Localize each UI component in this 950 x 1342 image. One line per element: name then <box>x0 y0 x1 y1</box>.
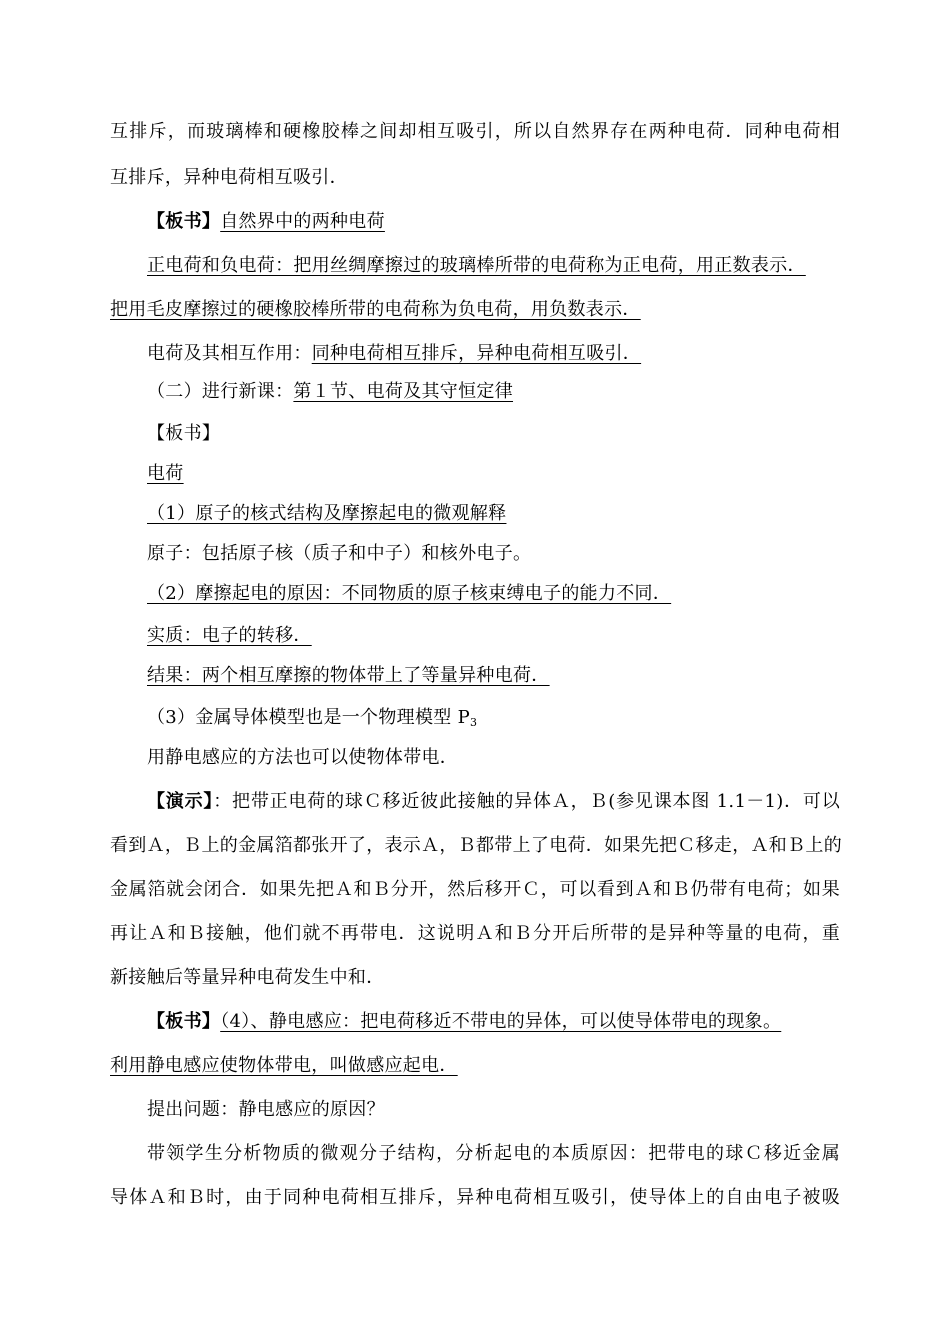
lesson-title: 第１节、电荷及其守恒定律 <box>293 381 514 402</box>
interaction-rule: 同种电荷相互排斥，异种电荷相互吸引． <box>311 343 642 364</box>
section-title <box>147 460 840 488</box>
negative-charge-definition: 把用毛皮摩擦过的硬橡胶棒所带的电荷称为负电荷，用负数表示． <box>110 299 641 320</box>
board-tag: 【板书】 <box>147 1011 221 1032</box>
induction-charging-line <box>110 1052 840 1080</box>
definition-line <box>147 252 840 280</box>
paragraph-line: 互排斥，而玻璃棒和硬橡胶棒之间却相互吸引，所以自然界存在两种电荷．同种电荷相 <box>110 121 840 142</box>
paragraph-line: 金属箔就会闭合．如果先把Ａ和Ｂ分开，然后移开Ｃ，可以看到Ａ和Ｂ仍带有电荷；如果 <box>110 879 840 900</box>
point-2-text: （2）摩擦起电的原因：不同物质的原子核束缚电子的能力不同． <box>147 583 672 604</box>
new-lesson-line <box>147 378 840 406</box>
paragraph-line: 互排斥，异种电荷相互吸引． <box>110 167 348 188</box>
essence-text: 实质：电子的转移． <box>147 625 312 646</box>
interaction-label: 电荷及其相互作用： <box>147 343 312 364</box>
result-line <box>147 662 840 690</box>
paragraph-line: 看到Ａ，Ｂ上的金属箔都张开了，表示Ａ，Ｂ都带上了电荷．如果先把Ｃ移走，Ａ和Ｂ上的 <box>110 835 842 856</box>
result-text: 结果：两个相互摩擦的物体带上了等量异种电荷． <box>147 665 550 686</box>
section-title-text: 电荷 <box>147 463 184 484</box>
board-induction-line <box>147 1008 840 1036</box>
question-line: 提出问题：静电感应的原因？ <box>147 1099 385 1120</box>
point-3 <box>147 704 840 732</box>
demo-tag: 【演示】 <box>147 791 214 812</box>
atom-description: 原子：包括原子核（质子和中子）和核外电子。 <box>147 543 532 564</box>
board-tag: 【板书】 <box>147 211 221 232</box>
paragraph-line: 新接触后等量异种电荷发生中和． <box>110 967 385 988</box>
point-2 <box>147 580 840 608</box>
positive-charge-definition: 正电荷和负电荷：把用丝绸摩擦过的玻璃棒所带的电荷称为正电荷，用正数表示． <box>147 255 806 276</box>
induction-intro: 用静电感应的方法也可以使物体带电． <box>147 747 459 768</box>
new-lesson-label: （二）进行新课： <box>147 381 294 402</box>
paragraph-line: 再让Ａ和Ｂ接触，他们就不再带电．这说明Ａ和Ｂ分开后所带的是异种等量的电荷，重 <box>110 923 840 944</box>
definition-line <box>110 296 840 324</box>
induction-charging-text: 利用静电感应使物体带电，叫做感应起电． <box>110 1055 458 1076</box>
board-heading-line <box>147 208 840 236</box>
demo-text: ：把带正电荷的球Ｃ移近彼此接触的异体Ａ，Ｂ(参见课本图 1.1－1)．可以 <box>213 791 840 812</box>
paragraph-line: 带领学生分析物质的微观分子结构，分析起电的本质原因：把带电的球Ｃ移近金属 <box>147 1143 840 1164</box>
board-topic: 自然界中的两种电荷 <box>220 211 385 232</box>
point-1 <box>147 500 840 528</box>
board-tag-line: 【板书】 <box>147 423 221 444</box>
page-subscript: 3 <box>469 716 478 729</box>
point-3-text: （3）金属导体模型也是一个物理模型 P <box>147 707 470 728</box>
point-1-text: （1）原子的核式结构及摩擦起电的微观解释 <box>147 503 507 524</box>
paragraph-line: 导体Ａ和Ｂ时，由于同种电荷相互排斥，异种电荷相互吸引，使导体上的自由电子被吸 <box>110 1187 840 1208</box>
interaction-line <box>147 340 840 368</box>
induction-definition: （4）、静电感应：把电荷移近不带电的异体，可以使导体带电的现象。 <box>220 1011 782 1032</box>
demo-line <box>147 788 840 816</box>
essence-line <box>147 622 840 650</box>
